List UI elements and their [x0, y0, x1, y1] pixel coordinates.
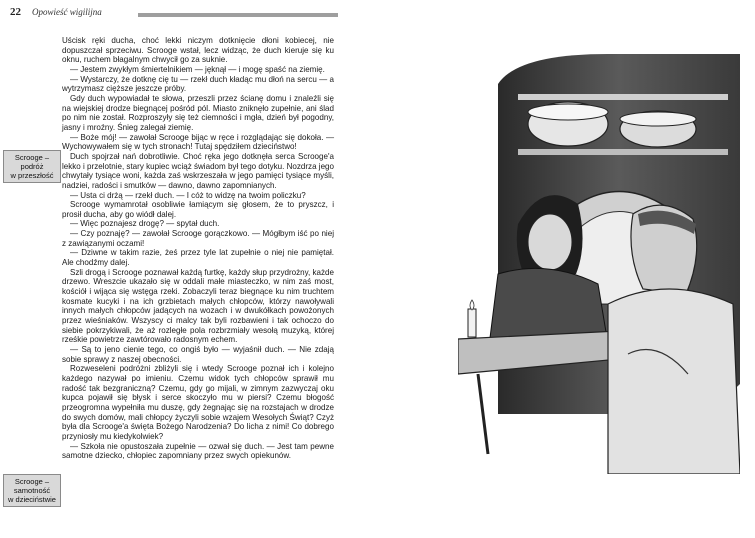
margin-note-line: w przeszłość — [10, 171, 54, 180]
margin-note-line: w dzieciństwie — [8, 495, 56, 504]
paragraph: — Szkoła nie opustoszała zupełnie — ozwał się duch. — Jest tam pewne samotne dziecko, chłopiec zapomniany przez swych opiekunów. — [62, 441, 334, 461]
paragraph: — Wystarczy, że dotknę cię tu — rzekł duch kładąc mu dłoń na sercu — a wytrzymasz cięższe jeszcze próby. — [62, 74, 334, 94]
page-header — [10, 6, 330, 20]
illustration-scrooge-and-child — [458, 54, 740, 474]
paragraph: — Są to jeno cienie tego, co ongiś było — wyjaśnił duch. — Nie zdają sobie sprawy z naszej obecności. — [62, 345, 334, 364]
margin-note-loneliness — [3, 474, 61, 507]
paragraph: Rozweseleni podróżni zbliżyli się i wtedy Scrooge poznał ich i kolejno każdego nazywał po imieniu. Czemu widok tych chłopców sprawił mu radość tak bezgraniczną? Czemu, gdy go mijali, w zimnym zazwyczaj oku kupca pojawił się błysk i serce skoczyło mu w piersi? Czemu błogość przeogromna wypełniła mu duszę, gdy żegnając się na rozstajach w drodze do swych domów, mali chłopcy życzyli sobie wzajem Wesołych Świąt? Czyż była dla Scrooge'a święta Bożego Narodzenia? Do licha z nimi! Co dobrego przyniosły mu kiedykolwiek? — [62, 364, 334, 441]
page-number: 22 — [10, 6, 21, 18]
paragraph: — Usta ci drżą — rzekł duch. — I cóż to widzę na twoim policzku? — [70, 190, 306, 200]
paragraph: Szli drogą i Scrooge poznawał każdą furtkę, każdy słup przydrożny, każde drzewo. Wreszcie ukazało się w oddali małe miasteczko, w nim zaś most, kościół i wijąca się wstęga rzeki. Zobaczyli teraz biegnące ku nim truchtem kosmate kucyki i na ich grzbietach małych chłopców, którzy nawoływali innych małych chłopców jadących na wozach i w dwukółkach powożonych przez wieśniaków. Wszyscy ci malcy tak byli rozbawieni i tak ochoczo do siebie pokrzykiwali, że aż rozległe pola rozbrzmiały wesołą muzyką, której rześkie powietrze zawtórowało radosnym echem. — [62, 267, 334, 345]
margin-note-line: Scrooge – — [14, 153, 50, 162]
paragraph: — Czy poznaję? — zawołał Scrooge gorączkowo. — Mógłbym iść po niej z zawiązanymi oczami! — [62, 229, 334, 248]
header-rule — [138, 13, 338, 17]
paragraph: Uścisk ręki ducha, choć lekki niczym dotknięcie dłoni kobiecej, nie dopuszczał sprzeciwu. Scrooge wstał, lecz widząc, że duch kieruje się ku oknu, ruchem błagalnym chwycił go za suknie. — [62, 36, 334, 65]
margin-note-journey — [3, 150, 61, 183]
margin-note-line: podróż — [20, 162, 44, 171]
paragraph: Scrooge wymamrotał osobliwie łamiącym się głosem, że to pryszcz, i prosił ducha, aby go wiódł dalej. — [62, 200, 334, 219]
text-column — [62, 36, 334, 461]
paragraph: Gdy duch wypowiadał te słowa, przeszli przez ścianę domu i znaleźli się na wiejskiej drodze biegnącej pośród pól. Miasto zniknęło zupełnie, ani ślad po nim nie został. Rozproszyły się też ciemności i mgła, dzień był pogodny, jasny i mroźny. Śnieg zalegał ziemię. — [62, 93, 334, 132]
paragraph: — Boże mój! — zawołał Scrooge bijąc w ręce i rozglądając się dokoła. — Wychowywałem się w tych stronach! Tutaj spędziłem dzieciństwo! — [62, 132, 334, 152]
margin-note-line: Scrooge – — [14, 477, 50, 486]
margin-note-line: samotność — [13, 486, 51, 495]
paragraph: — Dziwne w takim razie, żeś przez tyle lat zupełnie o niej nie pamiętał. Ale chodźmy dalej. — [62, 248, 334, 268]
running-title: Opowieść wigilijna — [32, 7, 102, 17]
paragraph: Duch spojrzał nań dobrotliwie. Choć ręka jego dotknęła serca Scrooge'a lekko i przelotnie, stary kupiec wciąż świadom był tego dotyku. Nozdrza jego chwytały tysiące woni, każda zaś wskrzeszała w jego pamięci tysiące myśli, nadziei, radości i smutków — dawno, dawno zapomnianych. — [62, 151, 334, 190]
paragraph: — Jestem zwykłym śmiertelnikiem — jęknął — i mogę spaść na ziemię. — [70, 64, 325, 74]
paragraph: — Więc poznajesz drogę? — spytał duch. — [70, 219, 220, 229]
